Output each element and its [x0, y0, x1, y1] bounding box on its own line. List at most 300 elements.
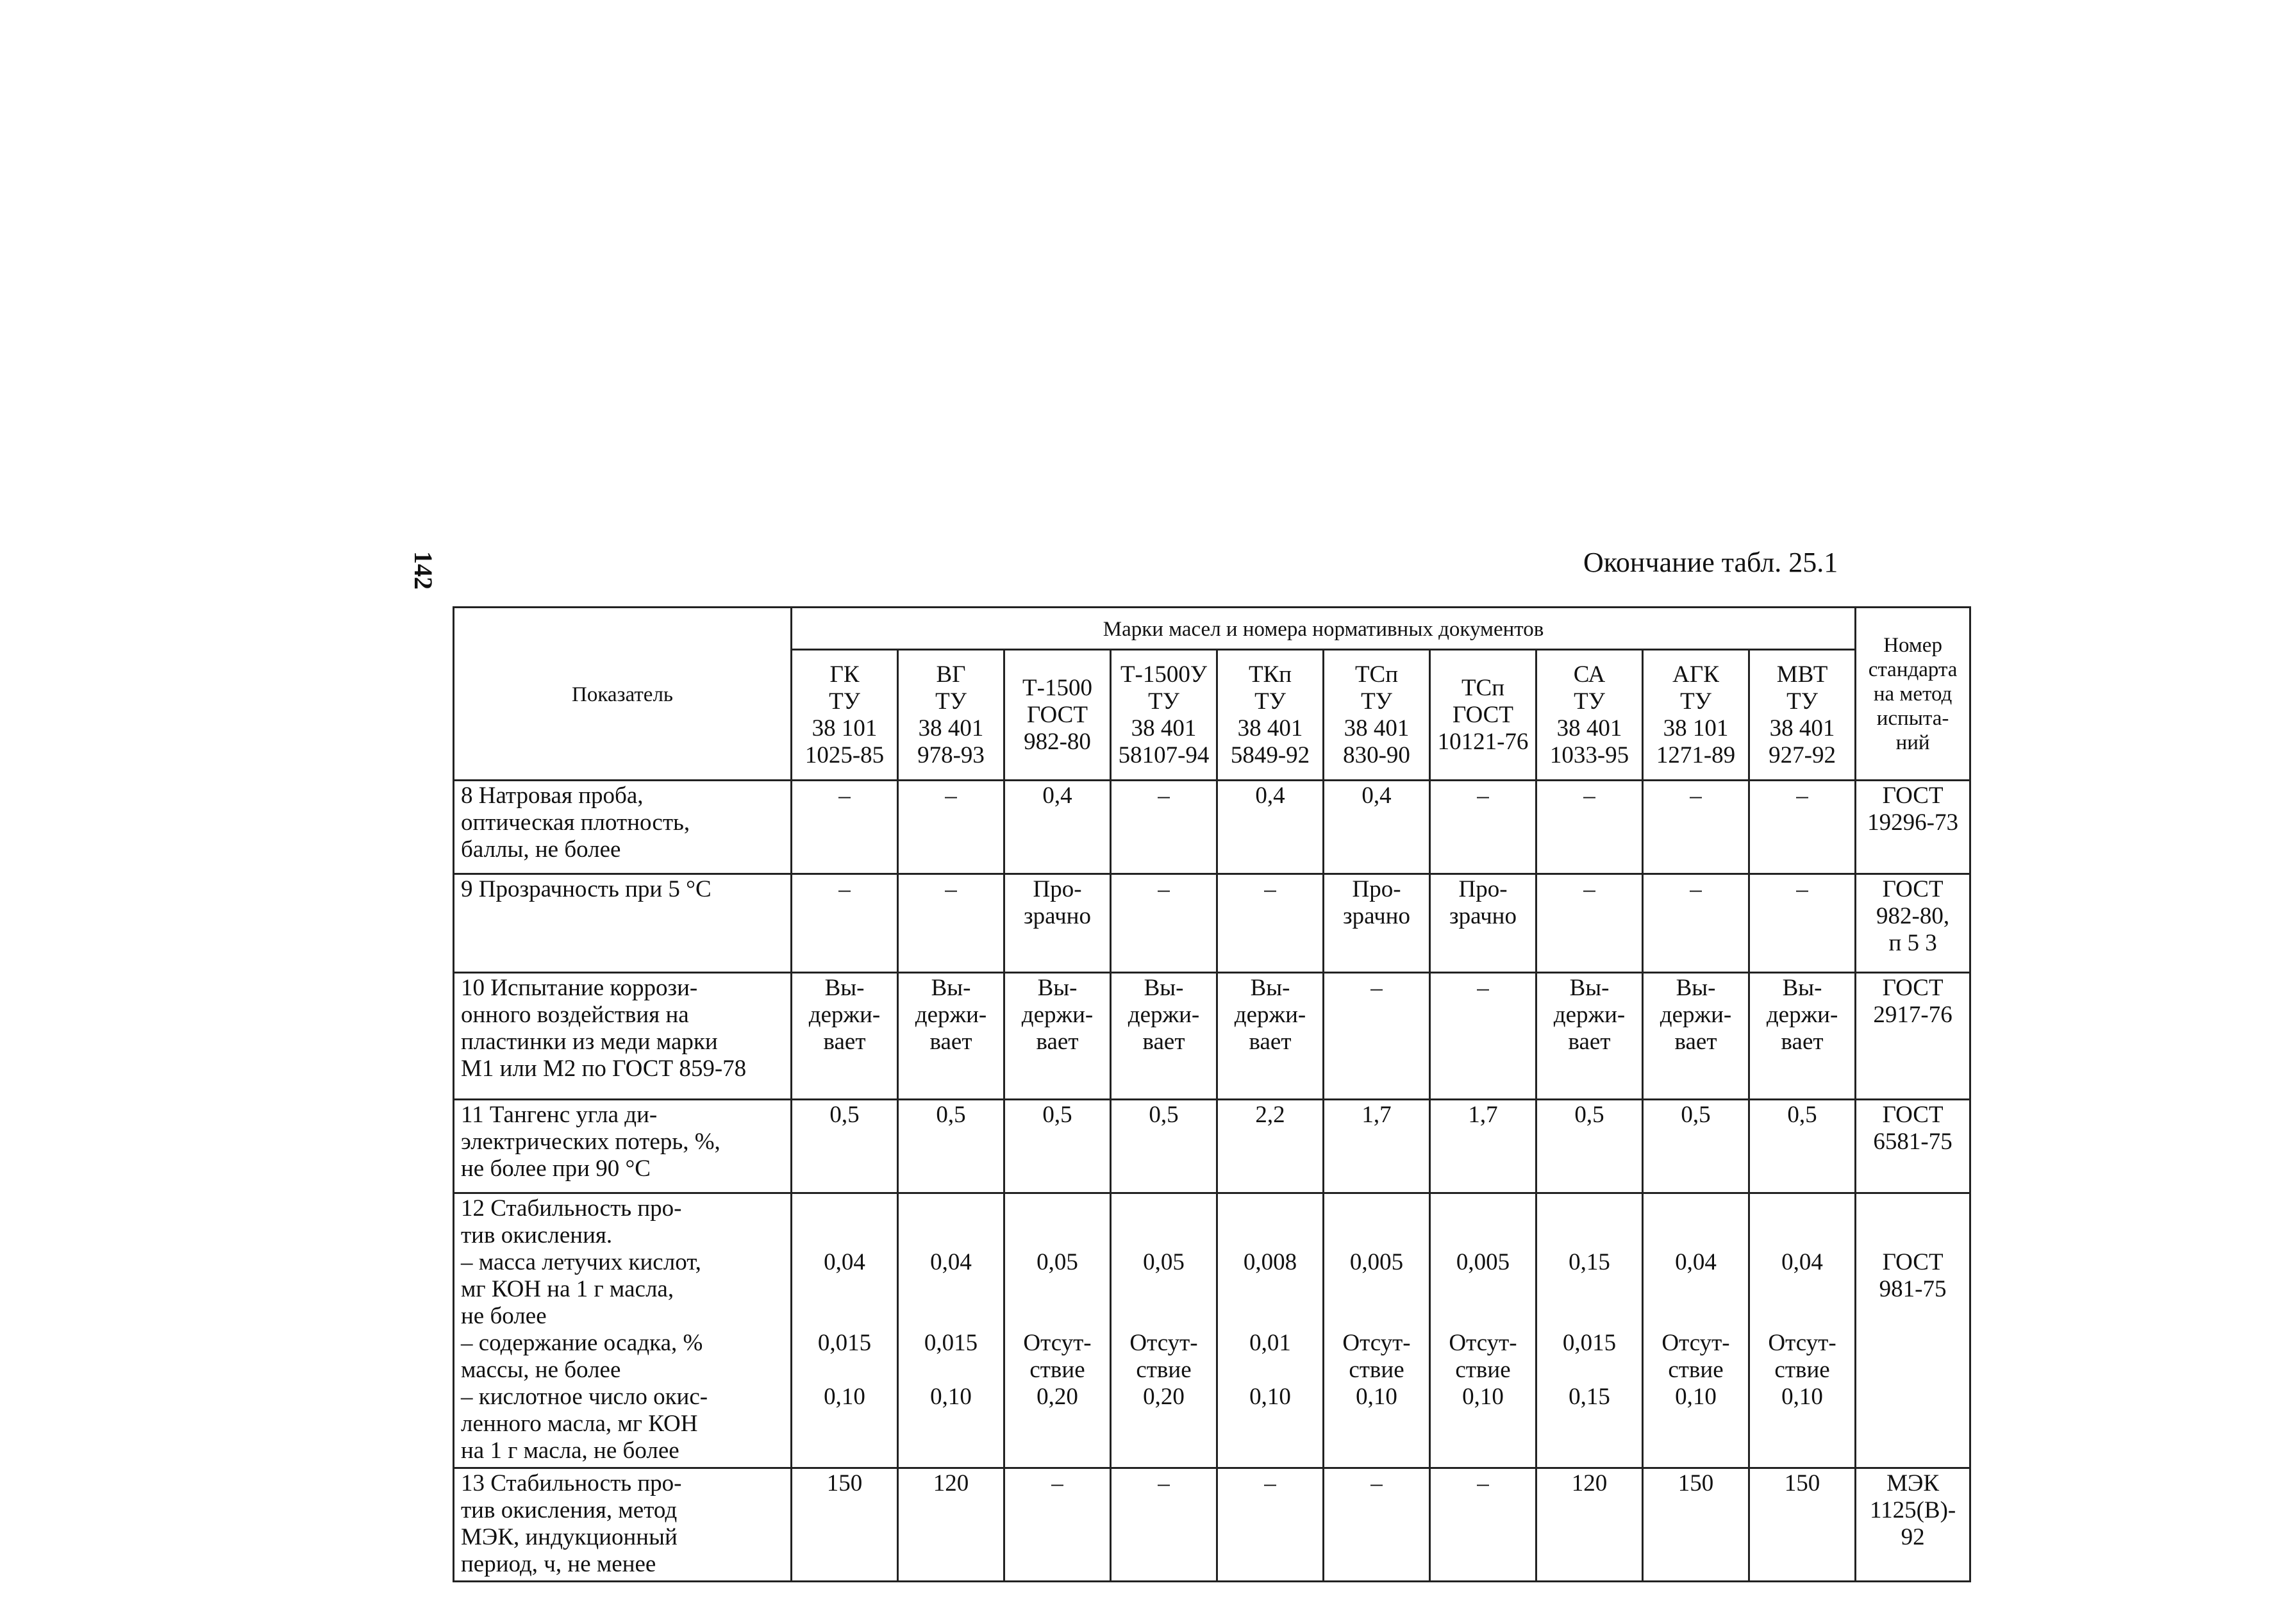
- standard-line: [1856, 1195, 1969, 1222]
- brand-header-line: МВТ: [1776, 661, 1828, 688]
- value-cell: [1004, 874, 1111, 973]
- brand-header-line: 927-92: [1769, 742, 1836, 768]
- value-line: Вы-: [1144, 975, 1184, 1001]
- brand-header-line: ГОСТ: [1453, 701, 1513, 728]
- standard-line: МЭК: [1886, 1470, 1940, 1496]
- value-line: вает: [1142, 1029, 1185, 1055]
- value-cell: [1749, 781, 1856, 874]
- standard-cell: [1856, 1193, 1970, 1468]
- value-cell: [792, 874, 898, 973]
- value-line: Отсут-: [1129, 1330, 1198, 1356]
- value-line: держи-: [808, 1002, 881, 1028]
- brand-header: [1111, 650, 1217, 781]
- value-cell: [792, 1100, 898, 1193]
- value-line: [1112, 1276, 1216, 1303]
- value-cell: [1111, 1193, 1217, 1468]
- value-line: ствие: [1455, 1357, 1511, 1383]
- value-line: [1218, 1303, 1322, 1330]
- value-cell: [1324, 874, 1430, 973]
- value-cell: [1111, 874, 1217, 973]
- value-line: [1537, 1222, 1642, 1249]
- standard-header-line: стандарта: [1868, 658, 1958, 681]
- brand-header-line: 982-80: [1024, 728, 1091, 755]
- value-line: 2,2: [1255, 1102, 1285, 1128]
- value-line: [792, 1195, 897, 1222]
- value-line: –: [1477, 975, 1489, 1001]
- value-line: вает: [929, 1029, 972, 1055]
- value-line: Вы-: [1569, 975, 1610, 1001]
- value-cell: [1004, 781, 1111, 874]
- value-line: 0,5: [1149, 1102, 1179, 1128]
- value-line: Вы-: [824, 975, 865, 1001]
- standard-line: 19296-73: [1867, 809, 1958, 836]
- indicator-line: на 1 г масла, не более: [461, 1438, 679, 1464]
- indicator-line: – содержание осадка, %: [461, 1330, 703, 1356]
- value-cell: [1643, 1193, 1749, 1468]
- value-cell: [1536, 1468, 1643, 1582]
- value-line: [1005, 1222, 1110, 1249]
- brand-header: [1430, 650, 1536, 781]
- value-cell: [1324, 973, 1430, 1100]
- standard-line: ГОСТ: [1882, 975, 1944, 1001]
- value-line: вает: [823, 1029, 866, 1055]
- value-line: 1,7: [1468, 1102, 1498, 1128]
- value-cell: [1111, 1100, 1217, 1193]
- value-line: 0,10: [1781, 1384, 1823, 1410]
- indicator-line: период, ч, не менее: [461, 1551, 656, 1577]
- standard-line: ГОСТ: [1882, 876, 1944, 902]
- value-line: 0,10: [930, 1384, 972, 1410]
- brand-header: [1217, 650, 1324, 781]
- standard-cell: [1856, 973, 1970, 1100]
- brand-header-line: 5849-92: [1230, 742, 1310, 768]
- value-cell: [1217, 874, 1324, 973]
- value-line: держи-: [915, 1002, 987, 1028]
- value-line: [1750, 1303, 1854, 1330]
- value-line: –: [1796, 783, 1808, 809]
- value-line: [1750, 1195, 1854, 1222]
- value-line: 0,15: [1569, 1249, 1610, 1275]
- brand-header-line: ТУ: [1361, 688, 1392, 715]
- value-line: 0,04: [1675, 1249, 1717, 1275]
- value-cell: [898, 1100, 1004, 1193]
- value-cell: [898, 973, 1004, 1100]
- value-cell: [1004, 1100, 1111, 1193]
- indicator-line: онного воздействия на: [461, 1002, 689, 1028]
- value-cell: [1430, 781, 1536, 874]
- indicator-line: 13 Стабильность про-: [461, 1470, 682, 1496]
- indicator-line: оптическая плотность,: [461, 809, 690, 836]
- value-line: –: [1158, 1470, 1170, 1496]
- value-cell: [1749, 973, 1856, 1100]
- value-line: [1750, 1276, 1854, 1303]
- page-number: 142: [409, 551, 438, 590]
- value-line: 120: [1571, 1470, 1608, 1496]
- brand-header-line: 38 101: [1663, 715, 1729, 742]
- indicator-line: 11 Тангенс угла ди-: [461, 1102, 658, 1128]
- value-cell: [1749, 1100, 1856, 1193]
- value-line: [1644, 1276, 1748, 1303]
- value-line: 0,015: [924, 1330, 978, 1356]
- value-line: [1750, 1222, 1854, 1249]
- value-line: 150: [1678, 1470, 1714, 1496]
- indicator-line: массы, не более: [461, 1357, 621, 1383]
- brand-header-line: 38 401: [918, 715, 984, 742]
- brand-header-line: 978-93: [917, 742, 985, 768]
- value-line: 0,10: [1249, 1384, 1291, 1410]
- value-line: [792, 1276, 897, 1303]
- value-line: [1112, 1195, 1216, 1222]
- value-line: держи-: [1021, 1002, 1094, 1028]
- indicator-line: пластинки из меди марки: [461, 1029, 718, 1055]
- standard-cell: [1856, 781, 1970, 874]
- value-cell: [1217, 1468, 1324, 1582]
- value-line: ствие: [1774, 1357, 1830, 1383]
- value-line: 0,05: [1143, 1249, 1185, 1275]
- indicator-line: М1 или М2 по ГОСТ 859-78: [461, 1056, 747, 1082]
- value-line: [1431, 1276, 1535, 1303]
- value-line: 0,01: [1249, 1330, 1291, 1356]
- value-line: ствие: [1029, 1357, 1085, 1383]
- value-cell: [1536, 1100, 1643, 1193]
- value-line: 0,5: [1787, 1102, 1817, 1128]
- value-line: 0,4: [1255, 783, 1285, 809]
- value-cell: [1324, 1468, 1430, 1582]
- indicator-line: не более при 90 °С: [461, 1156, 651, 1182]
- value-cell: [1004, 1193, 1111, 1468]
- value-line: –: [1690, 783, 1702, 809]
- value-line: [792, 1303, 897, 1330]
- indicator-line: 8 Натровая проба,: [461, 783, 644, 809]
- value-line: Вы-: [1676, 975, 1716, 1001]
- value-line: 150: [1784, 1470, 1820, 1496]
- value-cell: [1111, 781, 1217, 874]
- value-line: 0,5: [1681, 1102, 1711, 1128]
- value-cell: [1749, 874, 1856, 973]
- value-cell: [1430, 874, 1536, 973]
- value-cell: [792, 1193, 898, 1468]
- value-line: –: [838, 876, 851, 902]
- value-line: [1537, 1357, 1642, 1384]
- value-cell: [1111, 973, 1217, 1100]
- brand-header: [898, 650, 1004, 781]
- value-line: –: [1583, 876, 1595, 902]
- value-line: ствие: [1136, 1357, 1192, 1383]
- value-cell: [1536, 1193, 1643, 1468]
- value-line: держи-: [1128, 1002, 1200, 1028]
- standard-header-line: испыта-: [1876, 706, 1949, 730]
- value-line: 0,20: [1143, 1384, 1185, 1410]
- value-cell: [1643, 973, 1749, 1100]
- brand-header-line: ГК: [829, 661, 860, 688]
- brand-header-line: 830-90: [1343, 742, 1410, 768]
- standard-line: 92: [1901, 1524, 1925, 1550]
- value-line: 120: [933, 1470, 969, 1496]
- value-line: держи-: [1234, 1002, 1306, 1028]
- value-cell: [898, 874, 1004, 973]
- value-cell: [1536, 874, 1643, 973]
- value-line: 0,5: [829, 1102, 860, 1128]
- value-line: 0,04: [930, 1249, 972, 1275]
- value-line: –: [1158, 783, 1170, 809]
- indicator-line: – кислотное число окис-: [461, 1384, 708, 1410]
- indicator-line: не более: [461, 1303, 547, 1329]
- value-line: –: [1051, 1470, 1063, 1496]
- brand-header: [1324, 650, 1430, 781]
- value-line: Вы-: [931, 975, 971, 1001]
- brand-header-line: ТУ: [1148, 688, 1179, 715]
- value-line: [1112, 1222, 1216, 1249]
- value-line: [1431, 1195, 1535, 1222]
- value-line: –: [1477, 783, 1489, 809]
- brand-header-line: ТУ: [1574, 688, 1605, 715]
- value-line: 0,015: [817, 1330, 872, 1356]
- spec-table: [453, 606, 1971, 1582]
- value-line: 0,10: [824, 1384, 865, 1410]
- value-cell: [792, 1468, 898, 1582]
- indicator-line: баллы, не более: [461, 836, 621, 863]
- value-line: –: [1690, 876, 1702, 902]
- standard-line: 981-75: [1879, 1276, 1947, 1302]
- value-line: [792, 1357, 897, 1384]
- value-line: Про-: [1033, 876, 1082, 902]
- brand-header-line: Т-1500: [1022, 674, 1092, 701]
- brand-header-line: 38 101: [812, 715, 878, 742]
- brand-header-line: ТУ: [1254, 688, 1286, 715]
- value-line: [1005, 1195, 1110, 1222]
- value-line: 0,10: [1675, 1384, 1717, 1410]
- standard-header: [1856, 608, 1970, 781]
- value-cell: [1430, 1468, 1536, 1582]
- value-line: Отсут-: [1023, 1330, 1092, 1356]
- indicator-line: тив окисления.: [461, 1222, 613, 1248]
- indicator-line: мг КОН на 1 г масла,: [461, 1276, 674, 1302]
- value-line: [1218, 1357, 1322, 1384]
- value-line: вает: [1036, 1029, 1079, 1055]
- value-line: Про-: [1458, 876, 1508, 902]
- standard-line: 1125(В)-: [1869, 1497, 1956, 1523]
- value-line: 0,015: [1562, 1330, 1617, 1356]
- indicator-line: 12 Стабильность про-: [461, 1195, 682, 1222]
- value-line: [899, 1303, 1003, 1330]
- value-line: 0,15: [1569, 1384, 1610, 1410]
- value-cell: [898, 1193, 1004, 1468]
- value-line: [899, 1357, 1003, 1384]
- value-line: вает: [1674, 1029, 1717, 1055]
- brand-header: [1004, 650, 1111, 781]
- indicator-cell: [454, 1100, 792, 1193]
- standard-header-line: Номер: [1883, 633, 1942, 657]
- value-line: [1537, 1195, 1642, 1222]
- value-line: Вы-: [1037, 975, 1078, 1001]
- table-caption: Окончание табл. 25.1: [1583, 547, 1838, 578]
- value-line: [1005, 1303, 1110, 1330]
- value-cell: [1111, 1468, 1217, 1582]
- brand-header: [1749, 650, 1856, 781]
- brand-header-line: ТУ: [829, 688, 860, 715]
- brand-header-line: ТКп: [1248, 661, 1292, 688]
- value-line: [1537, 1276, 1642, 1303]
- standard-cell: [1856, 1468, 1970, 1582]
- brand-header-line: 38 401: [1769, 715, 1835, 742]
- table-row: [454, 874, 1970, 973]
- value-line: Вы-: [1782, 975, 1822, 1001]
- value-line: 0,005: [1456, 1249, 1510, 1275]
- brand-header-line: 1033-95: [1549, 742, 1629, 768]
- value-line: 0,5: [1574, 1102, 1604, 1128]
- value-line: зрачно: [1449, 903, 1517, 929]
- standard-header-line: на метод: [1873, 682, 1952, 706]
- value-line: [1644, 1195, 1748, 1222]
- value-line: –: [1158, 876, 1170, 902]
- indicator-cell: [454, 781, 792, 874]
- value-cell: [1324, 781, 1430, 874]
- value-line: –: [1264, 1470, 1276, 1496]
- brand-header: [1536, 650, 1643, 781]
- indicator-line: 10 Испытание коррози-: [461, 975, 698, 1001]
- value-cell: [1643, 874, 1749, 973]
- value-line: ствие: [1349, 1357, 1404, 1383]
- value-line: 1,7: [1361, 1102, 1392, 1128]
- value-cell: [898, 781, 1004, 874]
- value-line: [1324, 1222, 1429, 1249]
- indicator-line: электрических потерь, %,: [461, 1129, 720, 1155]
- value-line: –: [1477, 1470, 1489, 1496]
- value-line: [899, 1195, 1003, 1222]
- value-cell: [1324, 1193, 1430, 1468]
- value-line: –: [1264, 876, 1276, 902]
- brand-header-line: 10121-76: [1437, 728, 1529, 755]
- value-line: –: [1583, 783, 1595, 809]
- standard-line: ГОСТ: [1882, 1249, 1944, 1275]
- indicator-header: Показатель: [454, 608, 792, 781]
- value-line: [899, 1222, 1003, 1249]
- value-line: Вы-: [1250, 975, 1290, 1001]
- value-line: –: [945, 783, 957, 809]
- value-line: [1644, 1222, 1748, 1249]
- value-cell: [1643, 781, 1749, 874]
- value-line: –: [1796, 876, 1808, 902]
- value-line: вает: [1249, 1029, 1292, 1055]
- value-line: [899, 1276, 1003, 1303]
- value-line: –: [1370, 1470, 1383, 1496]
- value-line: [1005, 1276, 1110, 1303]
- brand-header-line: 1025-85: [804, 742, 885, 768]
- standard-cell: [1856, 1100, 1970, 1193]
- value-cell: [1004, 973, 1111, 1100]
- value-cell: [898, 1468, 1004, 1582]
- brand-header-line: 1271-89: [1656, 742, 1736, 768]
- value-cell: [792, 781, 898, 874]
- value-line: зрачно: [1024, 903, 1091, 929]
- brand-header-line: 38 401: [1237, 715, 1303, 742]
- indicator-line: МЭК, индукционный: [461, 1524, 678, 1550]
- value-line: –: [1370, 975, 1383, 1001]
- value-line: ствие: [1668, 1357, 1724, 1383]
- indicator-line: тив окисления, метод: [461, 1497, 678, 1523]
- standard-line: п 5 3: [1888, 930, 1937, 956]
- value-cell: [1749, 1193, 1856, 1468]
- value-line: держи-: [1660, 1002, 1732, 1028]
- value-line: [1218, 1276, 1322, 1303]
- value-line: 0,4: [1361, 783, 1392, 809]
- value-cell: [1536, 781, 1643, 874]
- brand-header-line: ТУ: [1786, 688, 1818, 715]
- value-cell: [1536, 973, 1643, 1100]
- value-cell: [1643, 1468, 1749, 1582]
- table-row: [454, 781, 1970, 874]
- value-line: вает: [1568, 1029, 1611, 1055]
- indicator-cell: [454, 973, 792, 1100]
- value-line: Про-: [1352, 876, 1401, 902]
- value-line: [1324, 1195, 1429, 1222]
- brand-header: [792, 650, 898, 781]
- value-line: Отсут-: [1342, 1330, 1411, 1356]
- value-line: [1218, 1222, 1322, 1249]
- value-line: –: [838, 783, 851, 809]
- standard-line: [1856, 1222, 1969, 1249]
- brand-header-line: 38 401: [1131, 715, 1197, 742]
- value-line: держи-: [1766, 1002, 1838, 1028]
- brands-header: Марки масел и номера нормативных документов: [792, 608, 1856, 650]
- value-line: 0,04: [824, 1249, 865, 1275]
- value-line: [1537, 1303, 1642, 1330]
- value-line: –: [945, 876, 957, 902]
- value-cell: [1217, 1100, 1324, 1193]
- indicator-line: 9 Прозрачность при 5 °С: [461, 876, 712, 902]
- standard-cell: [1856, 874, 1970, 973]
- table-row: [454, 1468, 1970, 1582]
- value-line: [1324, 1303, 1429, 1330]
- table-row: [454, 1193, 1970, 1468]
- brand-header-line: ТСп: [1354, 661, 1399, 688]
- standard-line: 982-80,: [1876, 903, 1950, 929]
- value-cell: [1430, 973, 1536, 1100]
- value-line: Отсут-: [1449, 1330, 1517, 1356]
- value-line: 0,4: [1042, 783, 1072, 809]
- value-line: 0,10: [1356, 1384, 1397, 1410]
- value-cell: [1749, 1468, 1856, 1582]
- brand-header-line: ГОСТ: [1027, 701, 1088, 728]
- indicator-cell: [454, 874, 792, 973]
- brand-header-line: ТСп: [1461, 674, 1505, 701]
- value-line: [1644, 1303, 1748, 1330]
- indicator-cell: [454, 1193, 792, 1468]
- brand-header-line: 38 401: [1344, 715, 1410, 742]
- value-line: 0,05: [1037, 1249, 1078, 1275]
- value-cell: [1430, 1193, 1536, 1468]
- brand-header-line: СА: [1573, 661, 1606, 688]
- table-row: [454, 1100, 1970, 1193]
- brand-header-line: 58107-94: [1118, 742, 1210, 768]
- brand-header-line: ТУ: [1680, 688, 1711, 715]
- brand-header-line: АГК: [1672, 661, 1719, 688]
- brand-header: [1643, 650, 1749, 781]
- value-line: Отсут-: [1768, 1330, 1836, 1356]
- brand-header-line: 38 401: [1556, 715, 1622, 742]
- value-line: [1324, 1276, 1429, 1303]
- value-cell: [1430, 1100, 1536, 1193]
- value-line: 0,04: [1781, 1249, 1823, 1275]
- value-line: 0,5: [936, 1102, 966, 1128]
- value-cell: [1217, 973, 1324, 1100]
- brand-header-line: Т-1500У: [1120, 661, 1208, 688]
- value-line: зрачно: [1343, 903, 1410, 929]
- indicator-cell: [454, 1468, 792, 1582]
- standard-header-line: ний: [1895, 731, 1930, 754]
- value-line: вает: [1781, 1029, 1824, 1055]
- value-line: [792, 1222, 897, 1249]
